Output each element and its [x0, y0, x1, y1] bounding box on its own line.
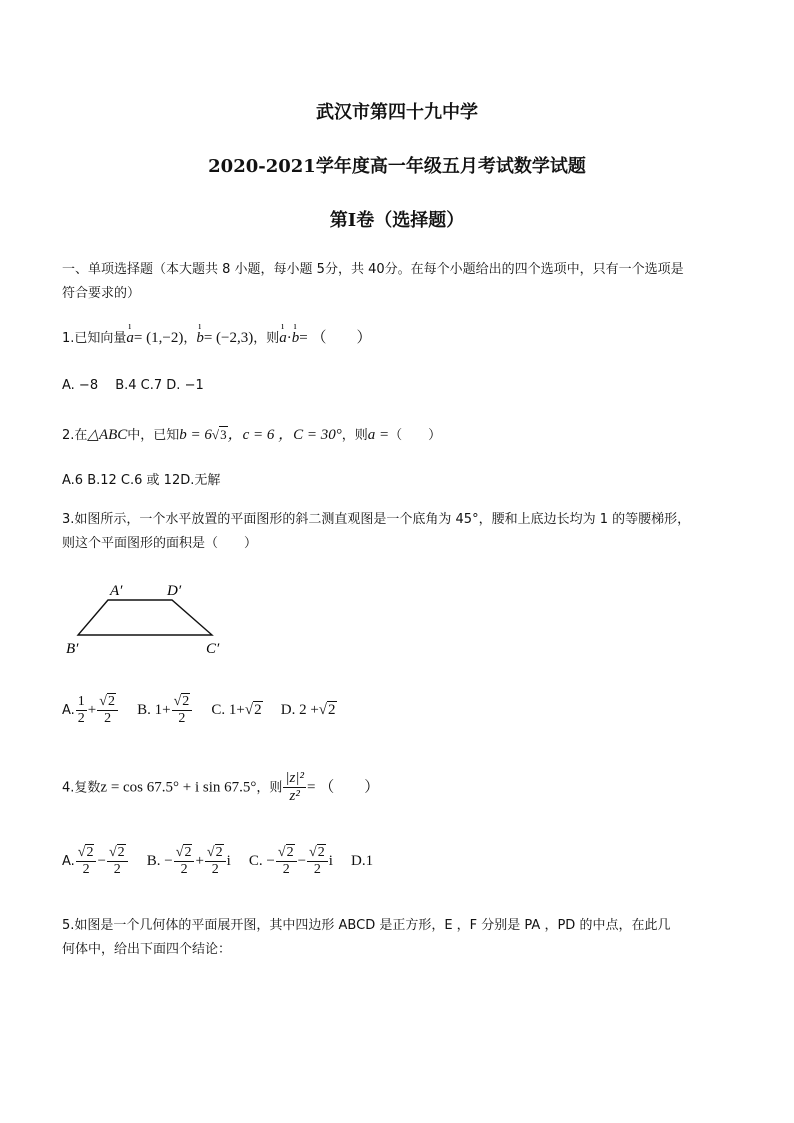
- denominator: 2: [282, 862, 290, 878]
- sqrt-2: √2: [244, 702, 262, 719]
- fraction-sqrt2-over-2: [172, 694, 193, 727]
- denominator: 2: [77, 711, 85, 727]
- denominator: z²: [289, 788, 300, 805]
- q4-fraction: [283, 770, 306, 806]
- q2-triangle: △ABC: [87, 427, 128, 443]
- label-c-prime: C′: [206, 641, 220, 657]
- radicand: 2: [254, 702, 262, 719]
- minus-sign: −: [97, 853, 106, 870]
- radicand: 2: [215, 845, 223, 860]
- section-instruction-line2: 符合要求的）: [62, 286, 141, 301]
- q4-suffix: = （ ）: [307, 779, 380, 796]
- minus-sign: −: [297, 853, 307, 870]
- numerator: √2: [307, 845, 328, 862]
- imaginary-unit: i: [226, 853, 231, 870]
- label-d-prime: D′: [167, 583, 182, 599]
- q3-option-c-label: C. 1+: [211, 702, 245, 719]
- q3-options: [62, 694, 351, 727]
- q4-option-c: [249, 845, 333, 878]
- numerator: √2: [97, 694, 118, 711]
- trapezoid-shape: [78, 600, 212, 635]
- q3-option-b: [137, 694, 193, 727]
- radicand: 2: [86, 845, 94, 860]
- q4-option-c-label: C. −: [248, 853, 275, 870]
- numerator: √2: [205, 845, 226, 862]
- volume-title: 第Ⅰ卷（选择题）: [329, 210, 465, 231]
- label-a-prime: A′: [110, 583, 123, 599]
- imaginary-unit: i: [328, 853, 333, 870]
- q3-option-b-label: B. 1+: [137, 702, 171, 719]
- q1-mid: ，则: [253, 331, 280, 346]
- trapezoid-figure: [60, 575, 230, 660]
- q4-mid: ，则: [256, 780, 283, 796]
- fraction-one-half: [76, 694, 87, 727]
- radicand: 2: [317, 845, 325, 860]
- q1-a-value: = (1,−2): [133, 330, 184, 346]
- fraction-sqrt2-over-2: [174, 845, 195, 878]
- denominator: 2: [82, 862, 90, 878]
- denominator: 2: [104, 711, 112, 727]
- q2-mid2: ，则: [341, 428, 368, 443]
- vector-a: ı a: [126, 330, 134, 347]
- exam-title: 2020-2021学年度高一年级五月考试数学试题: [208, 156, 586, 177]
- numerator: 1: [76, 694, 87, 711]
- q2-sqrt: √3: [211, 427, 227, 442]
- radicand: 2: [182, 694, 190, 709]
- q1-suffix: = （ ）: [299, 330, 372, 346]
- q2-suffix: （ ）: [389, 428, 442, 443]
- school-title: 武汉市第四十九中学: [316, 102, 478, 123]
- numerator: √2: [172, 694, 193, 711]
- q1-prefix: 1.已知向量: [62, 331, 127, 346]
- q4-option-b-label: B. −: [146, 853, 173, 870]
- numerator: √2: [276, 845, 297, 862]
- question-2: [62, 423, 441, 444]
- q4-option-b: [147, 845, 231, 878]
- q2-b-equation: b = 6: [179, 427, 212, 443]
- denominator: 2: [180, 862, 188, 878]
- q3-option-c: [211, 702, 262, 719]
- numerator: |z|²: [283, 770, 306, 788]
- q1-options: A. −8 B.4 C.7 D. −1: [62, 378, 204, 393]
- q3-option-d: [281, 702, 337, 719]
- vector-a-2: ı a: [279, 330, 287, 347]
- q2-angle-C: C = 30°: [293, 427, 342, 443]
- q2-c-part: ，c = 6 ，: [227, 427, 294, 443]
- q3-option-a-label: A.: [62, 703, 75, 719]
- section-instruction-line1: 一、单项选择题（本大题共 8 小题，每小题 5分，共 40分。在每个小题给出的四个选项中，只有一个选项是: [62, 262, 684, 277]
- numerator: √2: [107, 845, 128, 862]
- fraction-sqrt2-over-2: [97, 694, 118, 727]
- fraction-sqrt2-over-2: [107, 845, 128, 878]
- q4-options: [62, 845, 387, 878]
- question-4: [62, 770, 379, 806]
- radicand: 2: [328, 702, 336, 719]
- q3-line1: 3.如图所示，一个水平放置的平面图形的斜二测直观图是一个底角为 45°，腰和上底边长均为 1 的等腰梯形，: [62, 512, 691, 527]
- q2-options: A.6 B.12 C.6 或 12D.无解: [62, 473, 221, 488]
- q2-a-part: a =: [367, 427, 390, 443]
- q4-prefix: 4.复数: [62, 780, 101, 796]
- q5-line1: 5.如图是一个几何体的平面展开图，其中四边形 ABCD 是正方形，E ，F 分别是 PA ，PD 的中点，在此几: [62, 918, 671, 933]
- denominator: 2: [211, 862, 219, 878]
- radicand: 2: [184, 845, 192, 860]
- numerator: √2: [76, 845, 97, 862]
- numerator: √2: [174, 845, 195, 862]
- denominator: 2: [178, 711, 186, 727]
- vector-b: ı b: [196, 330, 204, 347]
- radicand: 2: [117, 845, 125, 860]
- q1-b-value: = (−2,3): [203, 330, 254, 346]
- fraction-sqrt2-over-2: [205, 845, 226, 878]
- q5-line2: 何体中，给出下面四个结论：: [62, 942, 232, 957]
- vector-b-2: ı b: [292, 330, 300, 347]
- denominator: 2: [113, 862, 121, 878]
- denominator: 2: [313, 862, 321, 878]
- sqrt-2: √2: [318, 702, 336, 719]
- q3-line2: 则这个平面图形的面积是（ ）: [62, 536, 258, 551]
- q2-mid1: 中，已知: [127, 428, 180, 443]
- q2-sqrt-radicand: 3: [220, 427, 227, 442]
- q4-option-a: [62, 845, 129, 878]
- q1-sep: ，: [183, 331, 197, 346]
- label-b-prime: B′: [66, 641, 79, 657]
- fraction-sqrt2-over-2: [76, 845, 97, 878]
- q1-dot: ·: [286, 330, 292, 346]
- q2-prefix: 2.在: [62, 428, 88, 443]
- q4-expression: z = cos 67.5° + i sin 67.5°: [100, 779, 257, 796]
- radicand: 2: [107, 694, 115, 709]
- fraction-sqrt2-over-2: [276, 845, 297, 878]
- fraction-sqrt2-over-2: [307, 845, 328, 878]
- plus-sign: +: [87, 702, 97, 719]
- q3-option-a: [62, 694, 119, 727]
- q4-option-a-label: A.: [62, 854, 75, 870]
- question-1: [62, 326, 372, 347]
- radicand: 2: [286, 845, 294, 860]
- q3-option-d-label: D. 2 +: [280, 702, 319, 719]
- q4-option-d: D.1: [351, 853, 374, 870]
- plus-sign: +: [195, 853, 204, 870]
